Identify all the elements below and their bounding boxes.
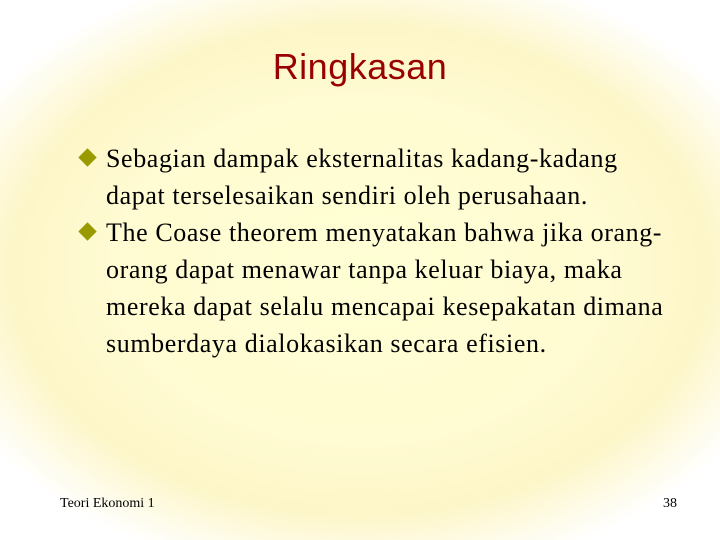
bullet-item (78, 214, 668, 362)
bullet-text: The Coase theorem menyatakan bahwa jika orang-orang dapat menawar tanpa keluar biaya, maka mereka dapat selalu mencapai kesepakatan dimana sumberdaya dialokasikan secara efisien. (106, 218, 664, 358)
bullet-list (78, 140, 668, 362)
diamond-bullet-icon (78, 148, 96, 166)
page-number: 38 (663, 496, 677, 511)
footer-course-name: Teori Ekonomi 1 (60, 496, 155, 511)
diamond-bullet-icon (78, 222, 96, 240)
bullet-item (78, 140, 668, 214)
bullet-text: Sebagian dampak eksternalitas kadang-kadang dapat terselesaikan sendiri oleh perusahaan. (106, 144, 618, 210)
slide-title: Ringkasan (272, 46, 448, 87)
